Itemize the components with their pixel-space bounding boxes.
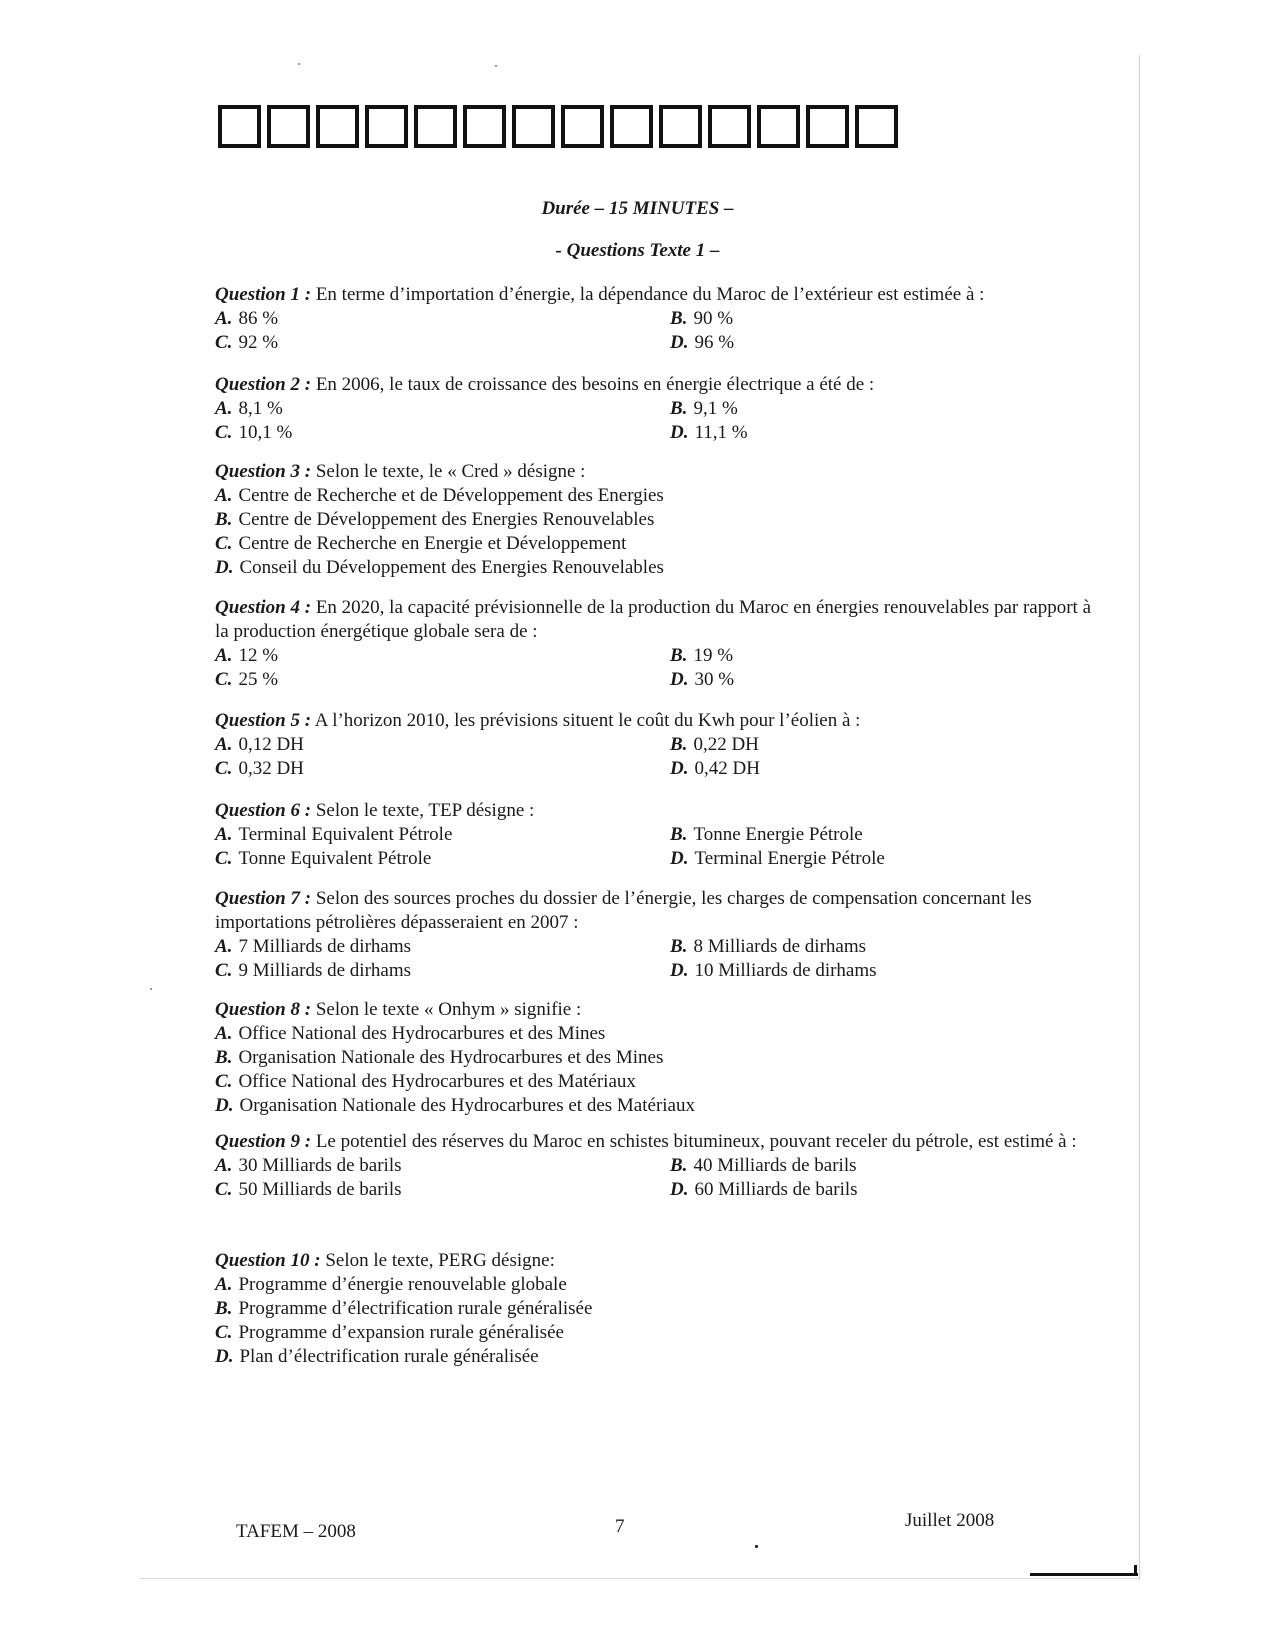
answer-option (215, 484, 1105, 508)
answer-option (215, 1154, 670, 1178)
code-box (218, 105, 261, 148)
answer-option (215, 668, 670, 692)
answer-options (215, 823, 1105, 871)
answer-options (215, 1022, 1105, 1118)
option-letter: C. (215, 848, 233, 869)
option-text: Office National des Hydrocarbures et des Matériaux (238, 1071, 636, 1092)
answer-option (215, 644, 670, 668)
question-stem (215, 1130, 1105, 1154)
option-letter: B. (670, 936, 688, 957)
question-stem (215, 283, 1105, 307)
question-label: Question 10 : (215, 1250, 321, 1271)
option-letter: A. (215, 398, 233, 419)
scan-speck (298, 63, 300, 65)
option-text: 8 Milliards de dirhams (693, 936, 866, 957)
code-box (806, 105, 849, 148)
option-letter: C. (215, 960, 233, 981)
option-text: 11,1 % (694, 422, 748, 443)
option-letter: B. (670, 734, 688, 755)
option-letter: D. (670, 332, 689, 353)
code-box (414, 105, 457, 148)
section-title: - Questions Texte 1 – (555, 240, 720, 261)
option-letter: C. (215, 1322, 233, 1343)
question-text: En 2006, le taux de croissance des besoins en énergie électrique a été de : (315, 374, 875, 395)
answer-option (670, 733, 1100, 757)
footer-page-number: 7 (615, 1516, 625, 1537)
option-letter: C. (215, 1071, 233, 1092)
question-label: Question 1 : (215, 284, 312, 305)
code-box (561, 105, 604, 148)
question-3 (215, 460, 1105, 580)
option-letter: B. (215, 1047, 233, 1068)
answer-option (670, 421, 1100, 445)
question-text: Selon le texte, le « Cred » désigne : (315, 461, 586, 482)
option-letter: B. (670, 308, 688, 329)
answer-option (670, 935, 1100, 959)
answer-option (215, 757, 670, 781)
option-letter: C. (215, 533, 233, 554)
scan-speck (755, 1545, 758, 1548)
option-text: 30 Milliards de barils (238, 1155, 402, 1176)
option-letter: A. (215, 1155, 233, 1176)
code-box (708, 105, 751, 148)
option-letter: A. (215, 485, 233, 506)
code-box (757, 105, 800, 148)
option-text: 30 % (694, 669, 735, 690)
option-letter: D. (215, 557, 234, 578)
option-letter: D. (215, 1346, 234, 1367)
answer-option (215, 1345, 1105, 1369)
answer-option (215, 959, 670, 983)
option-text: 60 Milliards de barils (694, 1179, 858, 1200)
option-text: 92 % (238, 332, 279, 353)
answer-option (670, 1178, 1100, 1202)
question-text: Le potentiel des réserves du Maroc en schistes bitumineux, pouvant receler du pétrole, est estimé à : (315, 1131, 1077, 1152)
option-letter: D. (670, 422, 689, 443)
option-text: 25 % (238, 669, 279, 690)
option-letter: D. (670, 669, 689, 690)
option-text: Plan d’électrification rurale généralisée (239, 1346, 539, 1367)
option-letter: B. (670, 645, 688, 666)
scan-corner-mark (1030, 1573, 1138, 1576)
option-text: 7 Milliards de dirhams (238, 936, 411, 957)
code-box (463, 105, 506, 148)
option-text: Programme d’expansion rurale généralisée (238, 1322, 564, 1343)
option-letter: A. (215, 308, 233, 329)
answer-option (215, 823, 670, 847)
scan-corner-tick (1134, 1565, 1137, 1576)
question-text: En terme d’importation d’énergie, la dépendance du Maroc de l’extérieur est estimée à : (315, 284, 985, 305)
answer-options (215, 1273, 1105, 1369)
answer-option (215, 1297, 1105, 1321)
option-text: Terminal Energie Pétrole (694, 848, 885, 869)
option-text: Organisation Nationale des Hydrocarbures et des Mines (238, 1047, 664, 1068)
option-text: 40 Milliards de barils (693, 1155, 857, 1176)
scan-speck (495, 65, 497, 67)
option-text: 19 % (693, 645, 734, 666)
answer-options (215, 484, 1105, 580)
answer-option (215, 1094, 1105, 1118)
answer-option (670, 644, 1100, 668)
option-text: Centre de Développement des Energies Renouvelables (238, 509, 655, 530)
answer-options (215, 644, 1105, 692)
option-text: 0,32 DH (238, 758, 304, 779)
code-box (365, 105, 408, 148)
option-text: Office National des Hydrocarbures et des Mines (238, 1023, 606, 1044)
answer-option (215, 421, 670, 445)
question-label: Question 8 : (215, 999, 312, 1020)
option-text: 86 % (238, 308, 279, 329)
question-1 (215, 283, 1105, 355)
option-text: 8,1 % (238, 398, 283, 419)
question-text: Selon des sources proches du dossier de l’énergie, les charges de compensation concernant les importations pétrolières dépasseraient en 2007 : (215, 888, 1032, 933)
option-letter: A. (215, 936, 233, 957)
question-stem (215, 998, 1105, 1022)
answer-option (215, 1178, 670, 1202)
option-text: Programme d’électrification rurale généralisée (238, 1298, 593, 1319)
option-text: 9,1 % (693, 398, 738, 419)
question-label: Question 6 : (215, 800, 312, 821)
option-letter: B. (215, 1298, 233, 1319)
answer-option (215, 397, 670, 421)
question-4 (215, 596, 1105, 692)
code-box (855, 105, 898, 148)
exam-duration: Durée – 15 MINUTES – (541, 198, 734, 219)
option-text: 50 Milliards de barils (238, 1179, 402, 1200)
answer-options (215, 397, 1105, 445)
answer-options (215, 935, 1105, 983)
answer-option (215, 331, 670, 355)
option-letter: B. (670, 398, 688, 419)
answer-option (215, 847, 670, 871)
answer-option (670, 331, 1100, 355)
footer-date: Juillet 2008 (905, 1510, 995, 1531)
answer-option (670, 668, 1100, 692)
option-text: 0,22 DH (693, 734, 759, 755)
answer-option (215, 556, 1105, 580)
answer-option (215, 532, 1105, 556)
answer-option (670, 847, 1100, 871)
answer-option (215, 1273, 1105, 1297)
option-text: 10,1 % (238, 422, 293, 443)
answer-option (215, 1321, 1105, 1345)
question-10 (215, 1249, 1105, 1369)
candidate-code-boxes (218, 105, 898, 148)
question-label: Question 2 : (215, 374, 312, 395)
answer-option (215, 307, 670, 331)
answer-option (215, 935, 670, 959)
question-label: Question 4 : (215, 597, 312, 618)
answer-option (670, 757, 1100, 781)
answer-option (670, 823, 1100, 847)
option-letter: B. (670, 824, 688, 845)
option-text: 96 % (694, 332, 735, 353)
option-text: Conseil du Développement des Energies Renouvelables (239, 557, 664, 578)
code-box (512, 105, 555, 148)
question-text: En 2020, la capacité prévisionnelle de la production du Maroc en énergies renouvelables par rapport à la production énergétique globale sera de : (215, 597, 1092, 642)
answer-options (215, 1154, 1105, 1202)
answer-option (670, 959, 1100, 983)
answer-option (215, 733, 670, 757)
scan-edge-bottom (140, 1578, 1140, 1579)
question-label: Question 9 : (215, 1131, 312, 1152)
code-box (659, 105, 702, 148)
option-text: 9 Milliards de dirhams (238, 960, 411, 981)
option-letter: C. (215, 758, 233, 779)
answer-options (215, 733, 1105, 781)
option-letter: A. (215, 824, 233, 845)
footer-exam-name: TAFEM – 2008 (236, 1521, 356, 1542)
option-text: Terminal Equivalent Pétrole (238, 824, 453, 845)
option-letter: C. (215, 332, 233, 353)
question-stem (215, 373, 1105, 397)
question-7 (215, 887, 1105, 983)
option-letter: C. (215, 422, 233, 443)
option-text: Tonne Energie Pétrole (693, 824, 863, 845)
question-stem (215, 460, 1105, 484)
option-text: 90 % (693, 308, 734, 329)
question-2 (215, 373, 1105, 445)
answer-options (215, 307, 1105, 355)
option-letter: B. (670, 1155, 688, 1176)
option-letter: C. (215, 669, 233, 690)
question-8 (215, 998, 1105, 1118)
option-text: 0,42 DH (694, 758, 760, 779)
option-letter: D. (670, 960, 689, 981)
option-letter: A. (215, 1274, 233, 1295)
question-stem (215, 1249, 1105, 1273)
option-letter: A. (215, 645, 233, 666)
question-label: Question 5 : (215, 710, 312, 731)
option-letter: D. (670, 848, 689, 869)
option-letter: D. (670, 758, 689, 779)
question-stem (215, 596, 1105, 644)
option-text: Centre de Recherche et de Développement des Energies (238, 485, 664, 506)
answer-option (215, 508, 1105, 532)
option-text: Programme d’énergie renouvelable globale (238, 1274, 567, 1295)
question-text: Selon le texte, PERG désigne: (325, 1250, 555, 1271)
question-text: Selon le texte « Onhym » signifie : (315, 999, 582, 1020)
question-text: Selon le texte, TEP désigne : (315, 800, 535, 821)
answer-option (670, 397, 1100, 421)
question-label: Question 7 : (215, 888, 312, 909)
answer-option (215, 1046, 1105, 1070)
code-box (267, 105, 310, 148)
scan-edge-right (1139, 55, 1140, 1580)
question-stem (215, 709, 1105, 733)
question-stem (215, 887, 1105, 935)
code-box (316, 105, 359, 148)
option-text: 10 Milliards de dirhams (694, 960, 877, 981)
option-letter: A. (215, 1023, 233, 1044)
answer-option (215, 1070, 1105, 1094)
answer-option (670, 307, 1100, 331)
code-box (610, 105, 653, 148)
question-stem (215, 799, 1105, 823)
question-5 (215, 709, 1105, 781)
option-letter: D. (670, 1179, 689, 1200)
option-letter: D. (215, 1095, 234, 1116)
scan-speck (150, 988, 152, 990)
question-text: A l’horizon 2010, les prévisions situent le coût du Kwh pour l’éolien à : (314, 710, 861, 731)
question-6 (215, 799, 1105, 871)
question-label: Question 3 : (215, 461, 312, 482)
option-text: Tonne Equivalent Pétrole (238, 848, 432, 869)
option-text: 12 % (238, 645, 279, 666)
question-9 (215, 1130, 1105, 1202)
answer-option (215, 1022, 1105, 1046)
option-text: 0,12 DH (238, 734, 304, 755)
option-letter: A. (215, 734, 233, 755)
answer-option (670, 1154, 1100, 1178)
option-text: Centre de Recherche en Energie et Développement (238, 533, 627, 554)
option-letter: B. (215, 509, 233, 530)
option-text: Organisation Nationale des Hydrocarbures et des Matériaux (239, 1095, 695, 1116)
option-letter: C. (215, 1179, 233, 1200)
